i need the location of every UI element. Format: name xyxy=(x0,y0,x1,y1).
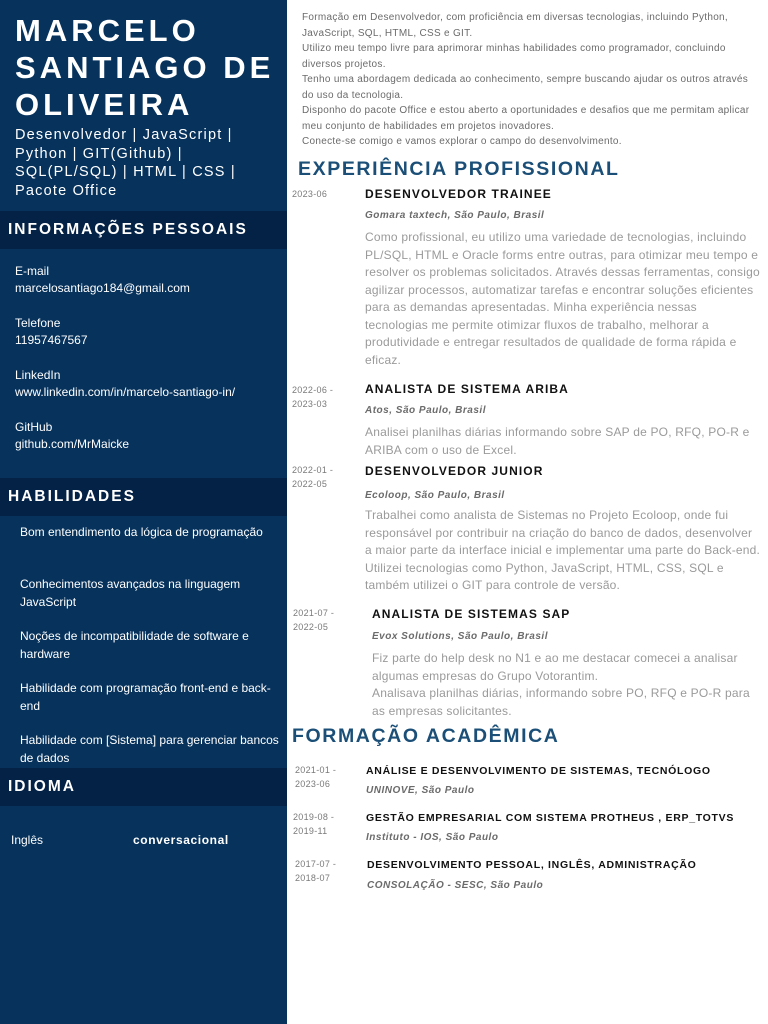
education-institution: Instituto - IOS, São Paulo xyxy=(366,832,499,843)
personal-info-heading: INFORMAÇÕES PESSOAIS xyxy=(0,211,287,249)
education-title: DESENVOLVIMENTO PESSOAL, INGLÊS, ADMINISTRAÇÃO xyxy=(367,859,697,871)
skill-item: Habilidade com programação front-end e back-end xyxy=(20,681,271,713)
job-description xyxy=(372,650,764,720)
linkedin-link[interactable]: www.linkedin.com/in/marcelo-santiago-in/ xyxy=(15,385,236,399)
headline: Desenvolvedor | JavaScript | Python | GIT(Github) | SQL(PL/SQL) | HTML | CSS | Pacote Office xyxy=(15,127,236,199)
skill-item: Conhecimentos avançados na linguagem JavaScript xyxy=(20,577,241,609)
job-date: 2021-07 - 2022-05 xyxy=(293,608,335,632)
education-date: 2021-01 - 2023-06 xyxy=(295,765,337,789)
job-company: Evox Solutions, São Paulo, Brasil xyxy=(372,631,548,642)
education-heading: FORMAÇÃO ACADÊMICA xyxy=(292,725,560,747)
job-company: Atos, São Paulo, Brasil xyxy=(365,405,486,416)
job-company: Gomara taxtech, São Paulo, Brasil xyxy=(365,210,545,221)
linkedin-label: LinkedIn xyxy=(15,368,61,382)
candidate-name: MARCELO SANTIAGO DE OLIVEIRA xyxy=(15,13,275,122)
profile-summary xyxy=(302,10,762,150)
summary-line: Disponho do pacote Office e estou aberto a oportunidades e desafios que me permitam aplicar meu conjunto de habilidades em projetos inovadores. xyxy=(302,105,750,132)
summary-line: Tenho uma abordagem dedicada ao conhecimento, sempre buscando ajudar os outros através do uso da tecnologia. xyxy=(302,74,749,101)
education-institution: CONSOLAÇÃO - SESC, São Paulo xyxy=(367,880,544,891)
job-title: DESENVOLVEDOR JUNIOR xyxy=(365,464,544,478)
job-description: Como profissional, eu utilizo uma variedade de tecnologias, incluindo PL/SQL, HTML e Oracle forms entre outras, para otimizar meu tempo e resolver os problemas solicitados. Através dessas ferramentas, consigo agilizar processos, automatizar tarefas e encontrar soluções eficientes para as demandas apresentadas. Minha experiência nessas tecnologias me permite otimizar fluxos de trabalho, melhorar a produtividade e entregar resultados de qualidade de forma rápida e eficaz. xyxy=(365,230,760,367)
phone-value[interactable]: 11957467567 xyxy=(15,333,88,347)
job-title: ANALISTA DE SISTEMA ARIBA xyxy=(365,382,569,396)
summary-line: Conecte-se comigo e vamos explorar o campo do desenvolvimento. xyxy=(302,136,622,147)
github-label: GitHub xyxy=(15,420,53,434)
job-title: ANALISTA DE SISTEMAS SAP xyxy=(372,607,571,621)
skill-item: Bom entendimento da lógica de programação xyxy=(20,525,263,539)
email-label: E-mail xyxy=(15,264,50,278)
language-name: Inglês xyxy=(11,833,44,847)
skills-heading: HABILIDADES xyxy=(0,478,287,516)
email-value[interactable]: marcelosantiago184@gmail.com xyxy=(15,281,190,295)
sidebar xyxy=(0,0,287,1024)
job-date: 2022-06 - 2023-03 xyxy=(292,385,334,409)
job-description: Analisei planilhas diárias informando sobre SAP de PO, RFQ, PO-R e ARIBA com o uso de Excel. xyxy=(365,425,750,457)
skill-item: Habilidade com [Sistema] para gerenciar bancos de dados xyxy=(20,733,279,765)
education-title: GESTÃO EMPRESARIAL COM SISTEMA PROTHEUS , ERP_TOTVS xyxy=(366,812,735,824)
job-company: Ecoloop, São Paulo, Brasil xyxy=(365,490,505,501)
education-date: 2017-07 - 2018-07 xyxy=(295,859,337,883)
job-description-line: Analisava planilhas diárias, informando sobre PO, RFQ e PO-R para as empresas solicitantes. xyxy=(372,686,750,718)
skill-item: Noções de incompatibilidade de software e hardware xyxy=(20,629,249,661)
summary-line: Utilizo meu tempo livre para aprimorar minhas habilidades como programador, concluindo diversos projetos. xyxy=(302,43,726,70)
education-title: ANÁLISE E DESENVOLVIMENTO DE SISTEMAS, TECNÓLOGO xyxy=(366,765,711,777)
summary-line: Formação em Desenvolvedor, com proficiência em diversas tecnologias, incluindo Python, JavaScript, SQL, HTML, CSS e GIT. xyxy=(302,12,728,39)
job-description: Trabalhei como analista de Sistemas no Projeto Ecoloop, onde fui responsável por contribuir na criação do banco de dados, desenvolver a maior parte da interface inicial e implementar uma parte do Back-end. Utilizei tecnologias como Python, JavaScript, HTML, CSS, SQL e também utilizei o GIT para controle de versão. xyxy=(365,508,761,592)
phone-label: Telefone xyxy=(15,316,61,330)
education-date: 2019-08 - 2019-11 xyxy=(293,812,335,836)
education-institution: UNINOVE, São Paulo xyxy=(366,785,475,796)
job-description-line: Fiz parte do help desk no N1 e ao me destacar comecei a analisar algumas empresas do Grupo Votorantim. xyxy=(372,651,738,683)
experience-heading: EXPERIÊNCIA PROFISSIONAL xyxy=(298,158,620,180)
job-date: 2023-06 xyxy=(292,189,328,199)
job-title: DESENVOLVEDOR TRAINEE xyxy=(365,187,552,201)
github-link[interactable]: github.com/MrMaicke xyxy=(15,437,130,451)
language-level: conversacional xyxy=(133,833,229,847)
language-heading: IDIOMA xyxy=(0,768,287,806)
job-date: 2022-01 - 2022-05 xyxy=(292,465,334,489)
